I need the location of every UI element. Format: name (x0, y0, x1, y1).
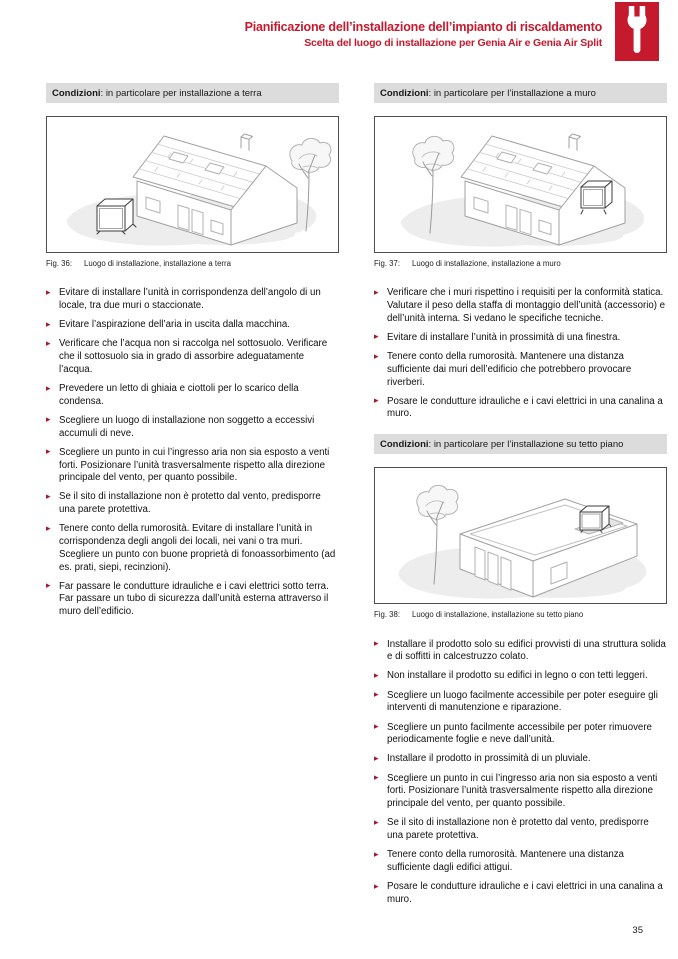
list-item: ▸ Verificare che l’acqua non si raccolga nel sottosuolo. Verificare che il sottosuolo sia in grado di assorbire adeguatamente l’acqua. (46, 338, 339, 376)
figure-36-caption-text: Luogo di installazione, installazione a terra (84, 259, 231, 268)
figure-36 (46, 116, 339, 268)
left-column (46, 83, 339, 913)
house-wall-unit-illustration (375, 117, 666, 252)
page-subtitle: Scelta del luogo di installazione per Genia Air e Genia Air Split (304, 37, 602, 49)
list-item: ▸ Installare il prodotto solo su edifici provvisti di una struttura solida e di soffitti in calcestruzzo colato. (374, 639, 667, 664)
section-text: : in particolare per installazione a terra (100, 87, 262, 99)
section-label: Condizioni (380, 438, 429, 450)
right-column (374, 83, 667, 913)
figure-36-frame (46, 116, 339, 253)
list-item: ▸ Far passare le condutture idrauliche e i cavi elettrici sotto terra. Far passare un tubo di sicurezza dall’unità esterna attraverso il muro dell’edificio. (46, 581, 339, 619)
content-columns (46, 83, 678, 913)
section-label: Condizioni (380, 87, 429, 99)
figure-37-frame (374, 116, 667, 253)
wall-installation-bullet-list (374, 287, 667, 421)
wrench-icon (615, 3, 659, 61)
page-title: Pianificazione dell’installazione dell’impianto di riscaldamento (244, 20, 602, 34)
chimney (569, 134, 581, 150)
figure-38 (374, 467, 667, 619)
section-header-wall-installation (374, 83, 667, 103)
figure-37-caption-text: Luogo di installazione, installazione a muro (412, 259, 561, 268)
list-item: ▸ Installare il prodotto in prossimità di un pluviale. (374, 753, 667, 766)
list-item: ▸ Tenere conto della rumorosità. Mantenere una distanza sufficiente dagli edifici attigui. (374, 849, 667, 874)
figure-36-caption-label: Fig. 36: (46, 259, 73, 268)
figure-37 (374, 116, 667, 268)
chimney (241, 134, 253, 150)
list-item: ▸ Verificare che i muri rispettino i requisiti per la conformità statica. Valutare il peso della staffa di montaggio dell’unità (accessorio) e dell’unità interna. Si vedano le specifiche tecniche. (374, 287, 667, 325)
list-item: ▸ Scegliere un punto in cui l’ingresso aria non sia esposto a venti forti. Posizionare l’unità trasversalmente rispetto alla direzione principale del vento, per quanto possibile. (374, 773, 667, 811)
figure-36-caption (46, 259, 339, 268)
list-item: ▸ Evitare di installare l’unità in corrispondenza dell’angolo di un locale, tra due muri o staccionate. (46, 287, 339, 312)
section-header-ground-installation (46, 83, 339, 103)
list-item: ▸ Se il sito di installazione non è protetto dal vento, predisporre una parete protettiva. (46, 491, 339, 516)
list-item: ▸ Prevedere un letto di ghiaia e ciottoli per lo scarico della condensa. (46, 383, 339, 408)
section-header-flat-roof-installation (374, 434, 667, 454)
section-text: : in particolare per l’installazione a muro (428, 87, 596, 99)
list-item: ▸ Scegliere un punto in cui l’ingresso aria non sia esposto a venti forti. Posizionare l’unità trasversalmente rispetto alla direzione principale del vento, per quanto possibile. (46, 447, 339, 485)
figure-37-caption-label: Fig. 37: (374, 259, 401, 268)
list-item: ▸ Posare le condutture idrauliche e i cavi elettrici in una canalina a muro. (374, 396, 667, 421)
figure-38-caption-label: Fig. 38: (374, 610, 401, 620)
flat-roof-unit-illustration (375, 468, 666, 603)
list-item: ▸ Posare le condutture idrauliche e i cavi elettrici in una canalina a muro. (374, 881, 667, 906)
list-item: ▸ Scegliere un punto facilmente accessibile per poter rimuovere periodicamente foglie e neve dall’unità. (374, 722, 667, 747)
list-item: ▸ Tenere conto della rumorosità. Mantenere una distanza sufficiente dai muri dell’edificio che potrebbero provocare riverberi. (374, 351, 667, 389)
page-number: 35 (632, 925, 643, 936)
page-header (0, 0, 678, 61)
figure-38-caption (374, 610, 667, 619)
header-titles (0, 0, 615, 49)
section-text: : in particolare per l’installazione su tetto piano (428, 438, 624, 450)
flat-roof-installation-bullet-list (374, 639, 667, 907)
ground-installation-bullet-list (46, 287, 339, 618)
figure-38-frame (374, 467, 667, 604)
list-item: ▸ Evitare l’aspirazione dell’aria in uscita dalla macchina. (46, 319, 339, 332)
figure-38-caption-text: Luogo di installazione, installazione su tetto piano (412, 610, 584, 620)
list-item: ▸ Se il sito di installazione non è protetto dal vento, predisporre una parete protettiva. (374, 817, 667, 842)
service-chapter-badge (615, 2, 659, 61)
house-ground-unit-illustration (47, 117, 338, 252)
section-label: Condizioni (52, 87, 101, 99)
list-item: ▸ Non installare il prodotto su edifici in legno o con tetti leggeri. (374, 670, 667, 683)
list-item: ▸ Scegliere un luogo di installazione non soggetto a eccessivi accumuli di neve. (46, 415, 339, 440)
list-item: ▸ Scegliere un luogo facilmente accessibile per poter eseguire gli interventi di manutenzione e riparazione. (374, 690, 667, 715)
list-item: ▸ Tenere conto della rumorosità. Evitare di installare l’unità in corrispondenza degli angoli dei locali, nei vani o tra muri. Scegliere un punto con buone proprietà di fonoassorbimento (ad es. prati, siepi, recinzioni). (46, 523, 339, 574)
list-item: ▸ Evitare di installare l’unità in prossimità di una finestra. (374, 332, 667, 345)
figure-37-caption (374, 259, 667, 268)
